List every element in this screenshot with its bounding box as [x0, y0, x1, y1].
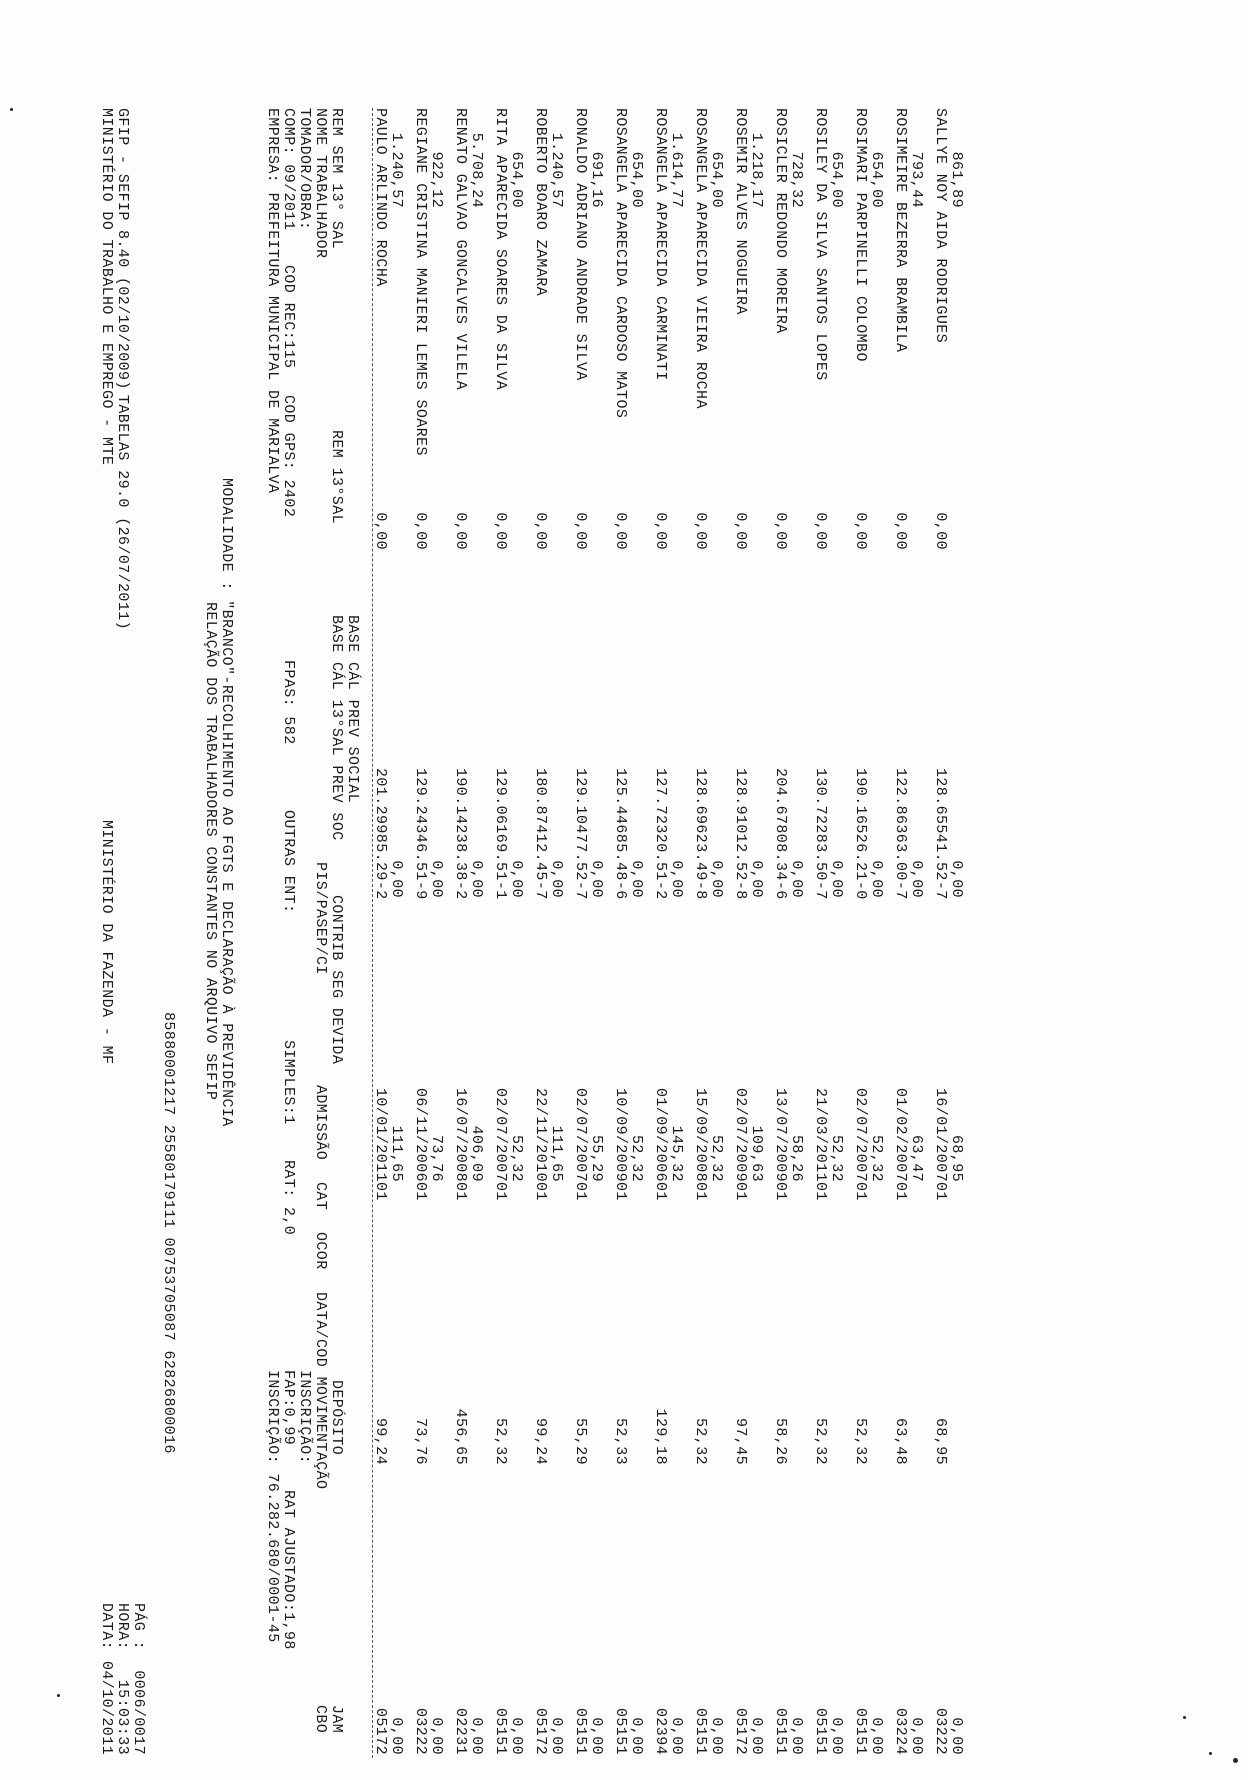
worker-base13: 0,00 [868, 860, 885, 898]
worker-cbo: 05151 [812, 1707, 829, 1755]
worker-rem13: 0,00 [532, 512, 549, 550]
worker-rem13: 0,00 [372, 512, 389, 550]
worker-base13: 0,00 [668, 860, 685, 898]
barcode-line: 85880001217 25580179111 00753705087 62826800016 [160, 1012, 177, 1454]
worker-deposito: 52,32 [812, 1417, 829, 1465]
worker-pis: 125.44685.48-6 [612, 768, 629, 900]
worker-cat: 01 [492, 1182, 509, 1201]
worker-admissao: 13/07/2009 [772, 1087, 789, 1182]
worker-name: ROSANGELA APARECIDA VIEIRA ROCHA [692, 108, 709, 409]
worker-admissao: 16/01/2007 [932, 1087, 949, 1182]
scan-speck [57, 1694, 60, 1697]
worker-cat: 01 [932, 1182, 949, 1201]
worker-deposito: 52,32 [852, 1417, 869, 1465]
worker-jam: 0,00 [588, 1717, 605, 1755]
worker-contrib: 58,26 [788, 1134, 805, 1182]
date-label: DATA: [98, 1603, 115, 1651]
worker-contrib: 55,29 [588, 1134, 605, 1182]
worker-deposito: 52,32 [492, 1417, 509, 1465]
worker-pis: 190.16526.21-0 [852, 768, 869, 900]
col-jam: JAM [328, 1705, 345, 1734]
worker-admissao: 10/01/2011 [372, 1087, 389, 1182]
worker-contrib: 73,76 [428, 1134, 445, 1182]
worker-deposito: 52,32 [692, 1417, 709, 1465]
worker-deposito: 97,45 [732, 1417, 749, 1465]
worker-cbo: 02394 [652, 1707, 669, 1755]
worker-pis: 201.29985.29-2 [372, 768, 389, 900]
worker-rem13: 0,00 [412, 512, 429, 550]
company-name: EMPRESA: PREFEITURA MUNICIPAL DE MARIALVA [264, 108, 281, 494]
worker-rem-sem-13: 654,00 [868, 151, 885, 208]
worker-jam: 0,00 [628, 1717, 645, 1755]
worker-deposito: 68,95 [932, 1417, 949, 1465]
worker-name: RITA APARECIDA SOARES DA SILVA [492, 108, 509, 391]
worker-cbo: 03222 [412, 1707, 429, 1755]
report-modality: MODALIDADE : "BRANCO"-RECOLHIMENTO AO FGTS E DECLARAÇÃO À PREVIDÊNCIA [218, 478, 235, 1127]
worker-jam: 0,00 [788, 1717, 805, 1755]
worker-contrib: 63,47 [908, 1134, 925, 1182]
worker-rem-sem-13: 1.614,77 [668, 132, 685, 208]
worker-rem-sem-13: 1.240,57 [388, 132, 405, 208]
worker-pis: 127.72320.51-2 [652, 768, 669, 900]
col-cat: CAT [312, 1182, 329, 1211]
worker-pis: 128.91012.52-8 [732, 768, 749, 900]
report-time: 15:03:33 [114, 1679, 131, 1755]
worker-rem-sem-13: 654,00 [708, 151, 725, 208]
worker-name: ROBERTO BOARO ZAMARA [532, 108, 549, 297]
rat-adjusted: RAT AJUSTADO:1,98 [280, 1490, 297, 1650]
cod-gps: COD GPS: 2402 [280, 395, 297, 518]
worker-cbo: 05151 [852, 1707, 869, 1755]
worker-rem13: 0,00 [692, 512, 709, 550]
col-pis: PIS/PASEP/CI [312, 862, 329, 975]
scan-speck [10, 108, 13, 111]
simples: SIMPLES:1 [280, 1040, 297, 1125]
worker-base13: 0,00 [788, 860, 805, 898]
worker-cat: 01 [812, 1182, 829, 1201]
worker-rem13: 0,00 [452, 512, 469, 550]
worker-name: ROSILEY DA SILVA SANTOS LOPES [812, 108, 829, 381]
worker-deposito: 73,76 [412, 1417, 429, 1465]
cod-rec: COD REC:115 [280, 265, 297, 369]
tomador-inscription: INSCRIÇÃO: [296, 1370, 313, 1465]
worker-rem13: 0,00 [892, 512, 909, 550]
worker-pis: 190.14238.38-2 [452, 768, 469, 900]
worker-base13: 0,00 [428, 860, 445, 898]
worker-jam: 0,00 [508, 1717, 525, 1755]
fap: FAP:0,99 [280, 1370, 297, 1446]
worker-jam: 0,00 [868, 1717, 885, 1755]
worker-jam: 0,00 [388, 1717, 405, 1755]
worker-cbo: 03224 [892, 1707, 909, 1755]
worker-admissao: 10/09/2009 [612, 1087, 629, 1182]
worker-cat: 01 [452, 1182, 469, 1201]
worker-deposito: 456,65 [452, 1408, 469, 1465]
col-ocor: OCOR [312, 1232, 329, 1270]
worker-name: ROSIMEIRE BEZERRA BRAMBILA [892, 108, 909, 353]
worker-contrib: 52,32 [628, 1134, 645, 1182]
rat: RAT: 2,0 [280, 1160, 297, 1236]
company-inscription: INSCRIÇÃO: 76.282.680/0001-45 [264, 1370, 281, 1643]
worker-base13: 0,00 [708, 860, 725, 898]
worker-admissao: 02/07/2009 [732, 1087, 749, 1182]
scan-speck [1233, 1758, 1238, 1763]
worker-base13: 0,00 [588, 860, 605, 898]
worker-deposito: 99,24 [532, 1417, 549, 1465]
worker-jam: 0,00 [668, 1717, 685, 1755]
ministry-left: MINISTÉRIO DO TRABALHO E EMPREGO - MTE [98, 108, 115, 466]
worker-pis: 129.10477.52-7 [572, 768, 589, 900]
worker-rem13: 0,00 [772, 512, 789, 550]
worker-jam: 0,00 [948, 1717, 965, 1755]
worker-rem13: 0,00 [652, 512, 669, 550]
worker-contrib: 52,32 [828, 1134, 845, 1182]
worker-name: ROSICLER REDONDO MOREIRA [772, 108, 789, 334]
worker-name: REGIANE CRISTINA MANIERI LEMES SOARES [412, 108, 429, 456]
col-deposito: DEPÓSITO [328, 1380, 345, 1456]
worker-jam: 0,00 [828, 1717, 845, 1755]
worker-cat: 01 [572, 1182, 589, 1201]
worker-admissao: 02/07/2007 [492, 1087, 509, 1182]
worker-deposito: 99,24 [372, 1417, 389, 1465]
worker-admissao: 15/09/2008 [692, 1087, 709, 1182]
worker-rem-sem-13: 691,16 [588, 151, 605, 208]
worker-rem13: 0,00 [572, 512, 589, 550]
worker-cbo: 05151 [612, 1707, 629, 1755]
worker-cat: 01 [412, 1182, 429, 1201]
worker-jam: 0,00 [748, 1717, 765, 1755]
col-contrib: CONTRIB SEG DEVIDA [328, 895, 345, 1065]
worker-rem-sem-13: 1.240,57 [548, 132, 565, 208]
worker-deposito: 58,26 [772, 1417, 789, 1465]
worker-pis: 122.86363.00-7 [892, 768, 909, 900]
worker-cbo: 05151 [572, 1707, 589, 1755]
worker-deposito: 63,48 [892, 1417, 909, 1465]
worker-base13: 0,00 [388, 860, 405, 898]
worker-rem-sem-13: 922,12 [428, 151, 445, 208]
worker-pis: 130.72283.50-7 [812, 768, 829, 900]
tomador-obra: TOMADOR/OBRA: [296, 108, 313, 231]
worker-rem13: 0,00 [852, 512, 869, 550]
worker-cat: 01 [652, 1182, 669, 1201]
worker-cbo: 05172 [732, 1707, 749, 1755]
worker-pis: 180.87412.45-7 [532, 768, 549, 900]
worker-base13: 0,00 [948, 860, 965, 898]
report-title: RELAÇÃO DOS TRABALHADORES CONSTANTES NO ARQUIVO SEFIP [202, 602, 219, 1101]
page-number: 0006/0017 [130, 1670, 147, 1755]
col-rem-sem-13: REM SEM 13° SAL [328, 108, 345, 250]
worker-admissao: 06/11/2006 [412, 1087, 429, 1182]
worker-name: RONALDO ADRIANO ANDRADE SILVA [572, 108, 589, 381]
worker-contrib: 52,32 [508, 1134, 525, 1182]
worker-contrib: 52,32 [708, 1134, 725, 1182]
worker-contrib: 109,63 [748, 1125, 765, 1182]
worker-base13: 0,00 [628, 860, 645, 898]
worker-cbo: 05151 [692, 1707, 709, 1755]
worker-cbo: 05172 [532, 1707, 549, 1755]
system-name: GFIP - SEFIP [114, 108, 131, 221]
worker-cat: 01 [772, 1182, 789, 1201]
worker-rem-sem-13: 654,00 [508, 151, 525, 208]
worker-admissao: 22/11/2010 [532, 1087, 549, 1182]
worker-admissao: 01/02/2007 [892, 1087, 909, 1182]
worker-rem-sem-13: 654,00 [828, 151, 845, 208]
worker-contrib: 111,65 [548, 1125, 565, 1182]
worker-admissao: 21/03/2011 [812, 1087, 829, 1182]
worker-rem-sem-13: 861,89 [948, 151, 965, 208]
page-label: PÁG : [130, 1603, 147, 1651]
worker-base13: 0,00 [468, 860, 485, 898]
worker-rem13: 0,00 [732, 512, 749, 550]
worker-rem13: 0,00 [932, 512, 949, 550]
worker-jam: 0,00 [908, 1717, 925, 1755]
worker-base13: 0,00 [508, 860, 525, 898]
worker-contrib: 111,65 [388, 1125, 405, 1182]
worker-cbo: 03222 [932, 1707, 949, 1755]
worker-base13: 0,00 [548, 860, 565, 898]
worker-cat: 01 [892, 1182, 909, 1201]
worker-cbo: 05172 [372, 1707, 389, 1755]
worker-rem-sem-13: 654,00 [628, 151, 645, 208]
worker-rem-sem-13: 1.218,17 [748, 132, 765, 208]
worker-cbo: 02231 [452, 1707, 469, 1755]
competence: COMP: 09/2011 [280, 108, 297, 231]
worker-contrib: 52,32 [868, 1134, 885, 1182]
worker-cat: 01 [732, 1182, 749, 1201]
worker-rem13: 0,00 [812, 512, 829, 550]
col-nome: NOME TRABALHADOR [312, 108, 329, 259]
col-base-13: BASE CÁL 13°SAL PREV SOC [328, 615, 345, 841]
worker-name: ROSIMARI PARPINELLI COLOMBO [852, 108, 869, 362]
worker-cat: 01 [612, 1182, 629, 1201]
worker-rem-sem-13: 5.708,24 [468, 132, 485, 208]
worker-cat: 01 [372, 1182, 389, 1201]
worker-deposito: 52,33 [612, 1417, 629, 1465]
worker-admissao: 16/07/2008 [452, 1087, 469, 1182]
worker-rem13: 0,00 [612, 512, 629, 550]
col-data-cod: DATA/COD MOVIMENTAÇÃO [312, 1292, 329, 1490]
col-cbo: CBO [312, 1705, 329, 1734]
worker-cbo: 05151 [772, 1707, 789, 1755]
worker-pis: 128.65541.52-7 [932, 768, 949, 900]
ministry-right: MINISTÉRIO DA FAZENDA - MF [98, 820, 115, 1065]
worker-cat: 01 [852, 1182, 869, 1201]
worker-pis: 129.06169.51-1 [492, 768, 509, 900]
worker-name: PAULO ARLINDO ROCHA [372, 108, 389, 287]
worker-deposito: 55,29 [572, 1417, 589, 1465]
fpas: FPAS: 582 [280, 660, 297, 745]
worker-contrib: 406,09 [468, 1125, 485, 1182]
worker-cat: 01 [692, 1182, 709, 1201]
worker-cbo: 05151 [492, 1707, 509, 1755]
worker-jam: 0,00 [468, 1717, 485, 1755]
worker-admissao: 02/07/2007 [852, 1087, 869, 1182]
worker-rem-sem-13: 793,44 [908, 151, 925, 208]
time-label: HORA: [114, 1603, 131, 1651]
worker-contrib: 145,32 [668, 1125, 685, 1182]
worker-name: ROSEMIR ALVES NOGUEIRA [732, 108, 749, 315]
outras-ent: OUTRAS ENT: [280, 810, 297, 914]
worker-contrib: 68,95 [948, 1134, 965, 1182]
worker-rem13: 0,00 [492, 512, 509, 550]
worker-pis: 129.24346.51-9 [412, 768, 429, 900]
scan-speck [1209, 1752, 1212, 1755]
worker-jam: 0,00 [428, 1717, 445, 1755]
worker-deposito: 129,18 [652, 1408, 669, 1465]
worker-name: ROSANGELA APARECIDA CARMINATI [652, 108, 669, 381]
col-base-prev: BASE CÁL PREV SOCIAL [344, 615, 361, 804]
worker-pis: 204.67808.34-6 [772, 768, 789, 900]
worker-base13: 0,00 [748, 860, 765, 898]
col-admissao: ADMISSÃO [312, 1085, 329, 1161]
col-rem-13: REM 13°SAL [328, 430, 345, 525]
worker-base13: 0,00 [908, 860, 925, 898]
worker-name: SALLYE NOY AIDA RODRIGUES [932, 108, 949, 344]
scan-speck [1183, 1716, 1186, 1719]
worker-jam: 0,00 [708, 1717, 725, 1755]
worker-admissao: 02/07/2007 [572, 1087, 589, 1182]
tables-version: TABELAS 29.0 (26/07/2011) [114, 395, 131, 631]
worker-base13: 0,00 [828, 860, 845, 898]
worker-name: ROSANGELA APARECIDA CARDOSO MATOS [612, 108, 629, 419]
system-version: 8.40 (02/10/2009) [114, 230, 131, 390]
worker-rem-sem-13: 728,32 [788, 151, 805, 208]
worker-admissao: 01/09/2006 [652, 1087, 669, 1182]
worker-pis: 128.69623.49-8 [692, 768, 709, 900]
worker-cat: 01 [532, 1182, 549, 1201]
report-date: 04/10/2011 [98, 1660, 115, 1755]
worker-jam: 0,00 [548, 1717, 565, 1755]
worker-name: RENATO GALVAO GONCALVES VILELA [452, 108, 469, 391]
